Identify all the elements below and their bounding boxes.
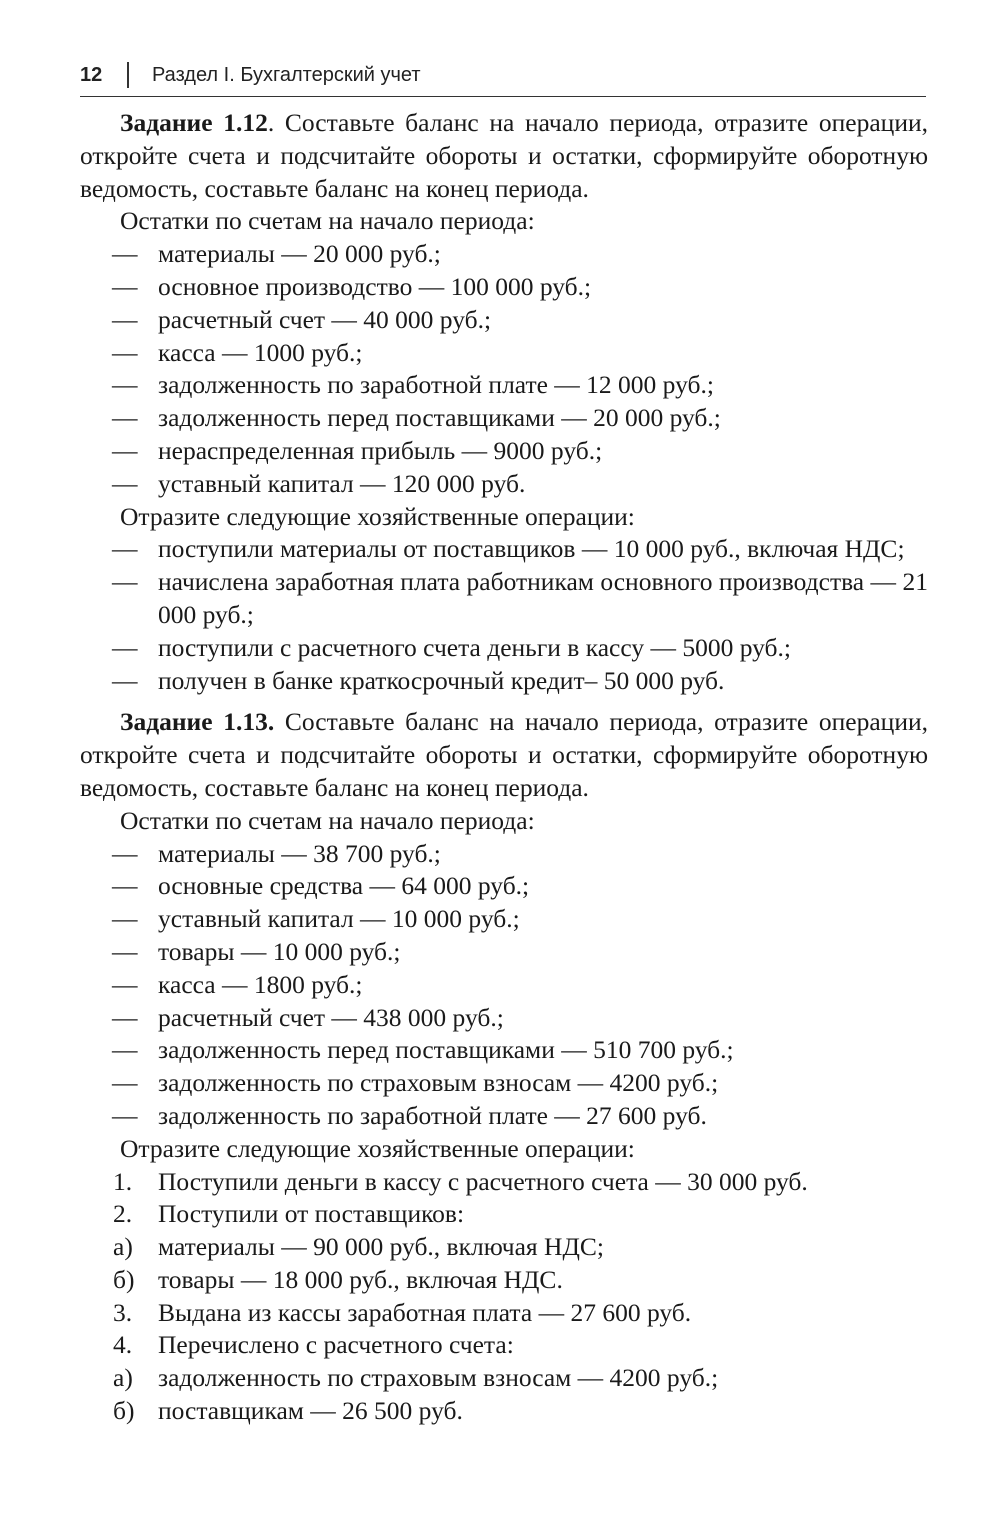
page-header — [80, 62, 926, 96]
numbered-item — [80, 1329, 928, 1362]
item-marker: 1. — [113, 1166, 133, 1196]
dash-marker: — — [112, 1035, 138, 1065]
list-item — [80, 936, 928, 969]
list-item-text: материалы — 20 000 руб.; — [158, 239, 441, 269]
task-1-12-operations-heading: Отразите следующие хозяйственные операции: — [120, 501, 635, 531]
numbered-item — [80, 1198, 928, 1231]
list-item — [80, 468, 928, 501]
item-marker: б) — [113, 1396, 135, 1426]
dash-marker: — — [112, 969, 138, 999]
numbered-item-text: Перечислено с расчетного счета: — [158, 1330, 514, 1360]
list-item-text: поступили с расчетного счета деньги в кассу — 5000 руб.; — [158, 632, 791, 662]
list-item-text: товары — 10 000 руб.; — [158, 936, 401, 966]
list-item-text: начислена заработная плата работникам основного производства — 21 000 руб.; — [158, 567, 928, 629]
list-item-text: уставный капитал — 10 000 руб.; — [158, 904, 520, 934]
list-item — [80, 870, 928, 903]
list-item — [80, 665, 928, 698]
numbered-item — [80, 1264, 928, 1297]
list-item-text: задолженность перед поставщиками — 510 700 руб.; — [158, 1035, 734, 1065]
item-marker: 2. — [113, 1199, 133, 1229]
list-item — [80, 1034, 928, 1067]
task-1-12-label: Задание 1.12 — [120, 108, 268, 137]
list-item — [80, 304, 928, 337]
dash-marker: — — [112, 567, 138, 597]
dash-marker: — — [112, 632, 138, 662]
numbered-item — [80, 1231, 928, 1264]
list-item — [80, 838, 928, 871]
item-marker: а) — [113, 1363, 133, 1393]
list-item-text: задолженность по заработной плате — 27 600 руб. — [158, 1100, 707, 1130]
numbered-item — [80, 1395, 928, 1428]
list-item — [80, 632, 928, 665]
header-rule — [80, 96, 926, 97]
dash-marker: — — [112, 304, 138, 334]
list-item-text: касса — 1800 руб.; — [158, 969, 363, 999]
numbered-item-text: Выдана из кассы заработная плата — 27 600 руб. — [158, 1297, 692, 1327]
dash-marker: — — [112, 239, 138, 269]
dash-marker: — — [112, 435, 138, 465]
numbered-item-text: товары — 18 000 руб., включая НДС. — [158, 1264, 563, 1294]
dash-marker: — — [112, 403, 138, 433]
numbered-item — [80, 1362, 928, 1395]
list-item — [80, 533, 928, 566]
task-1-12-balances-heading: Остатки по счетам на начало периода: — [120, 206, 535, 236]
numbered-item — [80, 1297, 928, 1330]
list-item — [80, 271, 928, 304]
task-1-13-balances-heading: Остатки по счетам на начало периода: — [120, 805, 535, 835]
task-1-13-label: Задание 1.13. — [120, 707, 275, 737]
dash-marker: — — [112, 838, 138, 868]
dash-marker: — — [112, 337, 138, 367]
list-item — [80, 369, 928, 402]
item-marker: а) — [113, 1232, 133, 1262]
list-item — [80, 1067, 928, 1100]
list-item-text: расчетный счет — 438 000 руб.; — [158, 1002, 504, 1032]
list-item — [80, 402, 928, 435]
item-marker: б) — [113, 1264, 135, 1294]
item-marker: 4. — [113, 1330, 133, 1360]
dash-marker: — — [112, 271, 138, 301]
numbered-item — [80, 1166, 928, 1199]
list-item-text: основное производство — 100 000 руб.; — [158, 271, 592, 301]
list-item-text: нераспределенная прибыль — 9000 руб.; — [158, 435, 603, 465]
dash-marker: — — [112, 1068, 138, 1098]
task-1-12-intro — [80, 107, 928, 205]
list-item — [80, 969, 928, 1002]
page-content — [80, 107, 928, 1428]
task-1-13-operations-heading: Отразите следующие хозяйственные операции: — [120, 1133, 635, 1163]
numbered-item-text: поставщикам — 26 500 руб. — [158, 1396, 463, 1426]
section-gap — [80, 697, 928, 706]
dash-marker: — — [112, 534, 138, 564]
list-item — [80, 903, 928, 936]
list-item — [80, 337, 928, 370]
list-item-text: основные средства — 64 000 руб.; — [158, 871, 530, 901]
list-item-text: задолженность перед поставщиками — 20 000 руб.; — [158, 403, 721, 433]
list-item — [80, 1100, 928, 1133]
numbered-item-text: Поступили от поставщиков: — [158, 1199, 465, 1229]
list-item — [80, 435, 928, 468]
dash-marker: — — [112, 936, 138, 966]
list-item — [80, 1002, 928, 1035]
list-item-text: расчетный счет — 40 000 руб.; — [158, 304, 492, 334]
list-item-text: уставный капитал — 120 000 руб. — [158, 468, 526, 498]
list-item-text: поступили материалы от поставщиков — 10 000 руб., включая НДС; — [158, 534, 905, 564]
numbered-item-text: материалы — 90 000 руб., включая НДС; — [158, 1232, 604, 1262]
list-item-text: касса — 1000 руб.; — [158, 337, 363, 367]
list-item — [80, 238, 928, 271]
item-marker: 3. — [113, 1297, 133, 1327]
dash-marker: — — [112, 904, 138, 934]
list-item-text: задолженность по страховым взносам — 4200 руб.; — [158, 1068, 719, 1098]
list-item-text: материалы — 38 700 руб.; — [158, 838, 441, 868]
section-title: Раздел I. Бухгалтерский учет — [152, 64, 421, 86]
dash-marker: — — [112, 1100, 138, 1130]
list-item — [80, 566, 928, 632]
header-divider — [127, 62, 129, 88]
page-number: 12 — [80, 64, 103, 86]
numbered-item-text: задолженность по страховым взносам — 4200 руб.; — [158, 1363, 719, 1393]
task-1-12-text: . Составьте баланс на начало периода, отразите операции, откройте счета и подсчитайте обороты и остатки, сформируйте оборотную ведомость, составьте баланс на конец периода. — [80, 108, 928, 203]
numbered-item-text: Поступили деньги в кассу с расчетного счета — 30 000 руб. — [158, 1166, 808, 1196]
list-item-text: задолженность по заработной плате — 12 000 руб.; — [158, 370, 714, 400]
dash-marker: — — [112, 468, 138, 498]
dash-marker: — — [112, 1002, 138, 1032]
dash-marker: — — [112, 370, 138, 400]
task-1-13-intro — [80, 706, 928, 804]
task-1-13-text: Составьте баланс на начало периода, отразите операции, откройте счета и подсчитайте обороты и остатки, сформируйте оборотную ведомость, составьте баланс на конец периода. — [80, 707, 928, 802]
list-item-text: получен в банке краткосрочный кредит– 50 000 руб. — [158, 665, 725, 695]
dash-marker: — — [112, 871, 138, 901]
dash-marker: — — [112, 665, 138, 695]
